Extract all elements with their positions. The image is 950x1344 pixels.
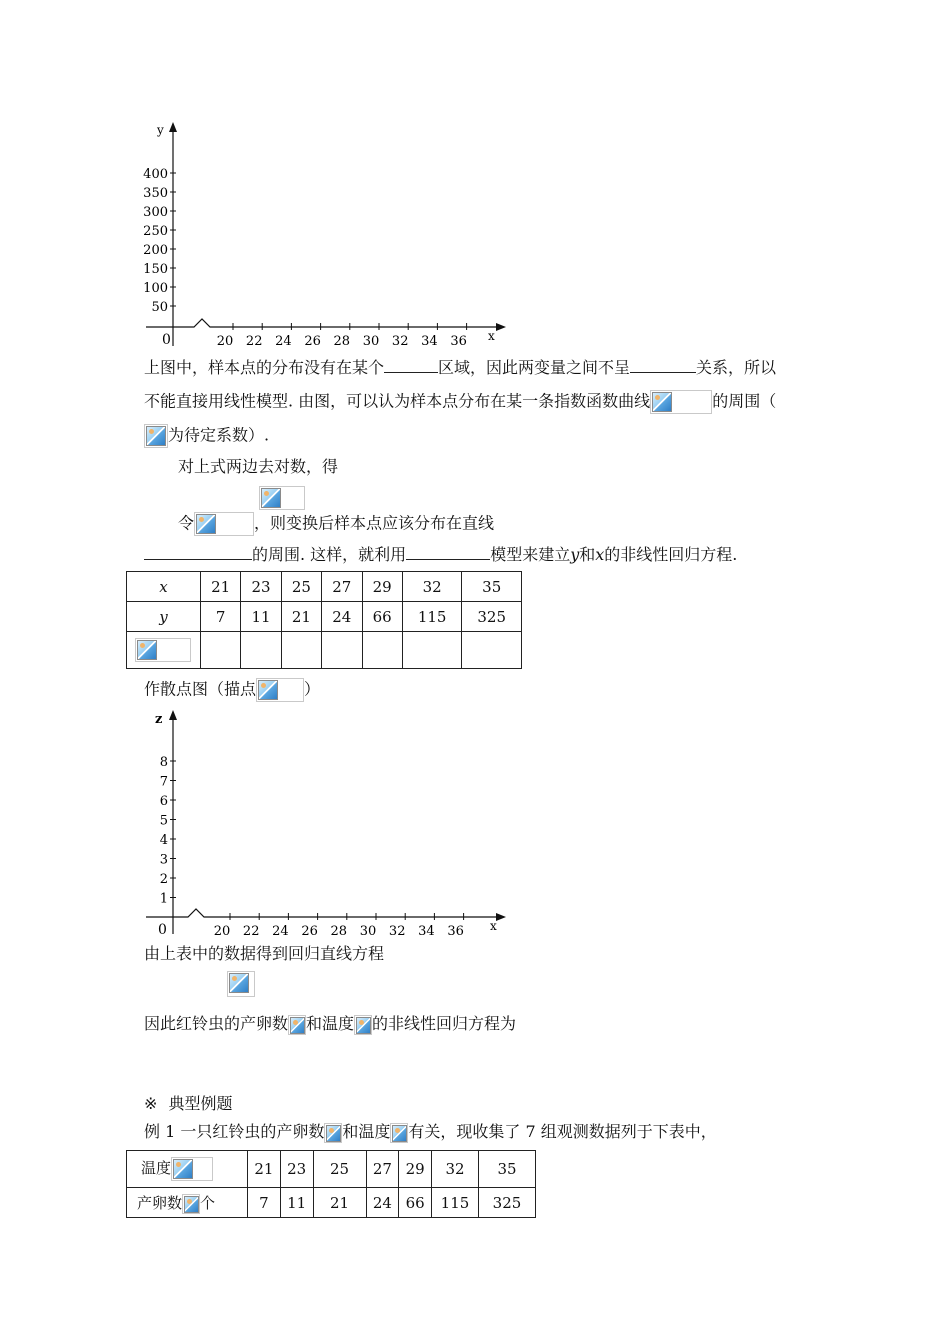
section-heading (144, 1094, 233, 1114)
x-tick-label: 20 (216, 334, 234, 349)
formula-image (227, 971, 255, 997)
table-cell: 32 (402, 572, 462, 602)
text: ） (304, 679, 321, 699)
fill-blank-4[interactable] (406, 544, 490, 560)
y-tick-label: 8 (159, 755, 168, 770)
formula-image (288, 1015, 306, 1035)
table-cell: 32 (432, 1151, 479, 1188)
table-cell: 23 (280, 1151, 313, 1188)
y-axis-arrow (169, 122, 177, 132)
table-cell: 21 (248, 1151, 281, 1188)
text: 不能直接用线性模型. 由图，可以认为样本点分布在某一条指数函数曲线 (144, 391, 651, 411)
text: 有关，现收集了 7 组观测数据列于下表中， (408, 1122, 717, 1141)
x-tick-label: 36 (450, 334, 467, 349)
example-1 (144, 1122, 717, 1143)
y-tick-label: 3 (159, 852, 168, 868)
y-tick-label: 4 (159, 833, 168, 848)
table-cell: 7 (248, 1188, 281, 1218)
text: 和温度 (342, 1122, 391, 1141)
table-cell: 11 (241, 602, 281, 632)
x-tick-label: 32 (388, 924, 406, 939)
table-row (127, 602, 522, 632)
para1-line1 (144, 357, 776, 378)
y-tick-label: 6 (159, 794, 168, 809)
x-axis-arrow (496, 323, 506, 331)
text: 的非线性回归方程. (604, 545, 738, 564)
y-tick-label: 50 (151, 300, 168, 315)
text: 的周围. 这样，就利用 (252, 545, 407, 564)
y-tick-label: 7 (159, 774, 168, 790)
formula-image (256, 678, 304, 702)
text: 作散点图（描点 (144, 679, 257, 699)
y-tick-label: 350 (143, 186, 168, 201)
text: 关系，所以 (696, 358, 777, 377)
x-axis-line (146, 909, 498, 917)
y-tick-label: 250 (143, 224, 168, 239)
table-cell: 21 (281, 602, 321, 632)
row-label-eggs: 产卵数 个 (127, 1188, 248, 1218)
x-tick-label: 34 (418, 924, 435, 939)
y-tick-label: 300 (143, 205, 168, 220)
text: 令 (178, 513, 195, 533)
chart-axes-z (140, 706, 520, 942)
table-cell-empty[interactable] (322, 632, 362, 669)
y-tick-label: 5 (159, 813, 168, 829)
fill-blank-2[interactable] (630, 357, 696, 373)
x-axis-label: x (488, 329, 495, 343)
text: 的非线性回归方程为 (372, 1014, 517, 1033)
formula-image (259, 486, 305, 510)
table-cell: 35 (462, 572, 522, 602)
table-cell: 25 (281, 572, 321, 602)
x-tick-label: 30 (359, 924, 377, 939)
table-cell: 66 (399, 1188, 432, 1218)
para2-line1: 对上式两边去对数，得 (178, 457, 339, 476)
x-tick-label: 26 (304, 334, 321, 349)
x-tick-label: 24 (275, 334, 292, 349)
table-cell: 115 (432, 1188, 479, 1218)
x-tick-label: 34 (421, 334, 438, 349)
table-row (127, 1151, 536, 1188)
x-tick-label: 28 (333, 334, 351, 349)
para1-line2 (144, 390, 776, 414)
table-cell-empty[interactable] (362, 632, 402, 669)
section-title: 典型例题 (168, 1094, 233, 1113)
x-tick-label: 32 (391, 334, 409, 349)
x-tick-label: 20 (213, 924, 231, 939)
table-cell: 24 (366, 1188, 399, 1218)
x-tick-label: 24 (272, 924, 289, 939)
text: 因此红铃虫的产卵数 (144, 1014, 289, 1033)
formula-image (144, 424, 168, 448)
scatter-caption (144, 678, 320, 702)
y-tick-label: 400 (143, 167, 168, 182)
table-cell: 7 (201, 602, 241, 632)
text: 的周围（ (712, 391, 777, 411)
chart-axes-y (140, 118, 520, 354)
table-cell-empty[interactable] (281, 632, 321, 669)
y-tick-label: 1 (159, 891, 168, 907)
x-axis-line (146, 319, 498, 327)
table-row (127, 632, 522, 669)
table-cell: 25 (313, 1151, 366, 1188)
y-axis-label: y (157, 123, 164, 137)
text: 上图中，样本点的分布没有在某个 (144, 358, 385, 377)
fill-blank-1[interactable] (384, 357, 438, 373)
row-label-formula (127, 632, 201, 669)
formula-image (650, 390, 712, 414)
table-cell: 29 (362, 572, 402, 602)
origin-label: 0 (162, 332, 171, 348)
var-x: x (595, 545, 605, 564)
table-row (127, 1188, 536, 1218)
table-cell: 21 (313, 1188, 366, 1218)
text: ，则变换后样本点应该分布在直线 (254, 513, 495, 533)
table-cell: 27 (322, 572, 362, 602)
table-cell-empty[interactable] (402, 632, 462, 669)
x-tick-label: 28 (330, 924, 348, 939)
para1-line3 (144, 424, 269, 448)
formula-image (194, 512, 254, 536)
para2-line2 (178, 512, 494, 536)
data-table-temp-eggs (126, 1150, 536, 1218)
table-cell: 11 (280, 1188, 313, 1218)
x-tick-label: 36 (447, 924, 464, 939)
table-cell: 27 (366, 1151, 399, 1188)
x-axis-label: x (490, 919, 497, 933)
table-cell: 325 (462, 602, 522, 632)
para2-line3 (144, 544, 737, 565)
row-label-y: y (127, 602, 201, 632)
text: 区域，因此两变量之间不呈 (438, 358, 631, 377)
x-tick-label: 22 (245, 334, 263, 349)
origin-label: 0 (158, 922, 167, 938)
x-axis-arrow (496, 913, 506, 921)
text: 为待定系数）. (168, 425, 270, 445)
table-cell-empty[interactable] (241, 632, 281, 669)
y-tick-label: 150 (143, 262, 168, 277)
table-cell: 24 (322, 602, 362, 632)
y-tick-label: 100 (143, 281, 168, 296)
table-cell-empty[interactable] (462, 632, 522, 669)
table-cell: 115 (402, 602, 462, 632)
y-tick-label: 2 (159, 872, 168, 887)
z-axis-arrow (169, 710, 177, 720)
x-tick-label: 30 (362, 334, 380, 349)
z-axis-label: z (155, 712, 163, 727)
formula-image (324, 1123, 342, 1143)
text: 和温度 (306, 1014, 355, 1033)
table-cell: 35 (479, 1151, 536, 1188)
text: 例 1 一只红铃虫的产卵数 (144, 1122, 325, 1141)
formula-image (354, 1015, 372, 1035)
text: 模型来建立 (490, 545, 571, 564)
table-cell: 66 (362, 602, 402, 632)
table-cell: 29 (399, 1151, 432, 1188)
table-cell: 23 (241, 572, 281, 602)
text: 和 (579, 545, 596, 564)
fill-blank-3[interactable] (144, 544, 252, 560)
table-cell-empty[interactable] (201, 632, 241, 669)
y-tick-label: 200 (143, 243, 168, 258)
var-y: y (570, 545, 580, 564)
para3-line1: 由上表中的数据得到回归直线方程 (144, 944, 385, 963)
formula-image (390, 1123, 408, 1143)
reference-mark: ※ (144, 1094, 158, 1113)
x-tick-label: 26 (301, 924, 318, 939)
table-cell: 325 (479, 1188, 536, 1218)
data-table-xy (126, 571, 522, 669)
table-row (127, 572, 522, 602)
row-label-temp: 温度 (127, 1151, 248, 1188)
row-label-x: x (127, 572, 201, 602)
para3-line2 (144, 1014, 516, 1035)
x-tick-label: 22 (242, 924, 260, 939)
table-cell: 21 (201, 572, 241, 602)
